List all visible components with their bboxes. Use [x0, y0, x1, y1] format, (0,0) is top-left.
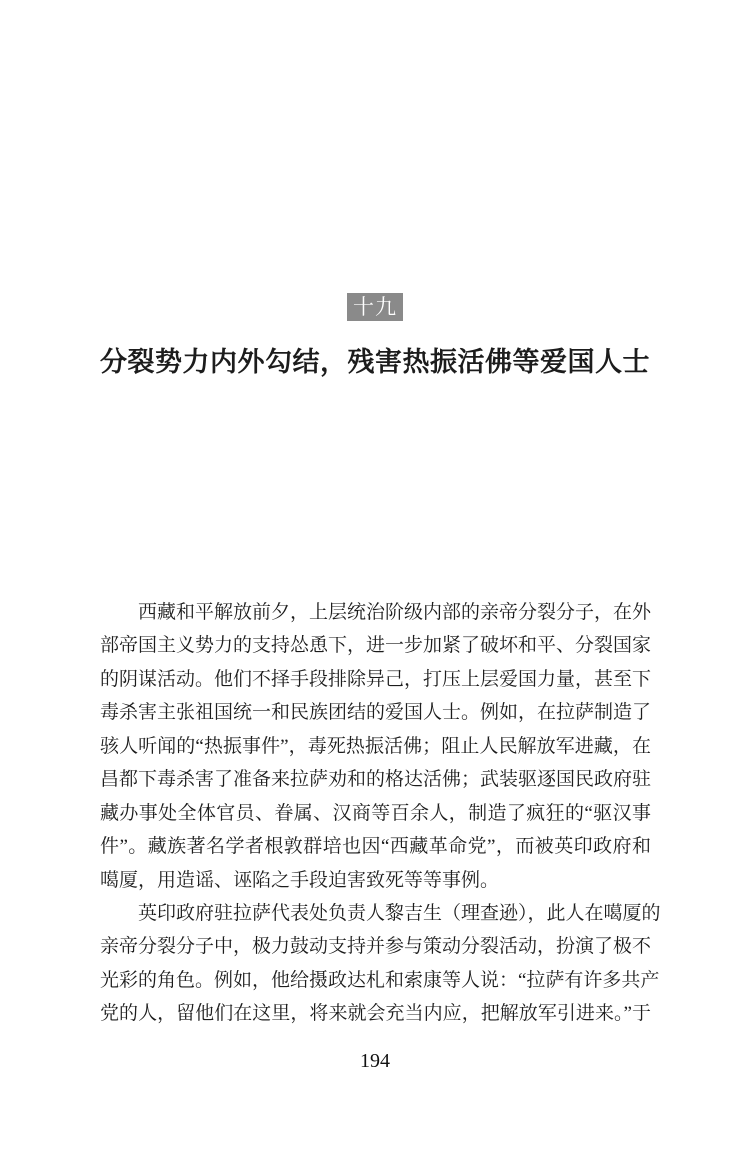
body-line: 骇人听闻的“热振事件”，毒死热振活佛；阻止人民解放军进藏，在	[100, 735, 651, 757]
chapter-number-tag: 十九	[347, 293, 403, 321]
body-line: 西藏和平解放前夕，上层统治阶级内部的亲帝分裂分子，在外	[138, 602, 652, 623]
body-text	[100, 596, 661, 1031]
body-line: 英印政府驻拉萨代表处负责人黎吉生（理查逊），此人在噶厦的	[138, 902, 661, 924]
paragraph	[100, 596, 651, 897]
body-line: 部帝国主义势力的支持怂恿下，进一步加紧了破坏和平、分裂国家	[100, 635, 652, 657]
body-line: 件”。藏族著名学者根敦群培也因“西藏革命党”，而被英印政府和	[100, 836, 651, 858]
body-line: 藏办事处全体官员、眷属、汉商等百余人，制造了疯狂的“驱汉事	[100, 802, 651, 824]
body-line: 光彩的角色。例如，他给摄政达札和索康等人说：“拉萨有许多共产	[100, 969, 660, 991]
body-line: 亲帝分裂分子中，极力鼓动支持并参与策动分裂活动，扮演了极不	[100, 936, 652, 958]
body-line: 噶厦，用造谣、诬陷之手段迫害致死等等事例。	[100, 869, 500, 891]
body-line: 昌都下毒杀害了准备来拉萨劝和的格达活佛；武装驱逐国民政府驻	[100, 769, 652, 791]
chapter-tag-row	[0, 293, 750, 321]
page-number: 194	[360, 1050, 390, 1072]
body-line: 党的人，留他们在这里，将来就会充当内应，把解放军引进来。”于	[100, 1003, 651, 1025]
body-line: 的阴谋活动。他们不择手段排除异己，打压上层爱国力量，甚至下	[100, 668, 652, 690]
chapter-title: 分裂势力内外勾结，残害热振活佛等爱国人士	[100, 347, 650, 377]
paragraph	[100, 897, 661, 1031]
body-line: 毒杀害主张祖国统一和民族团结的爱国人士。例如，在拉萨制造了	[100, 702, 652, 724]
